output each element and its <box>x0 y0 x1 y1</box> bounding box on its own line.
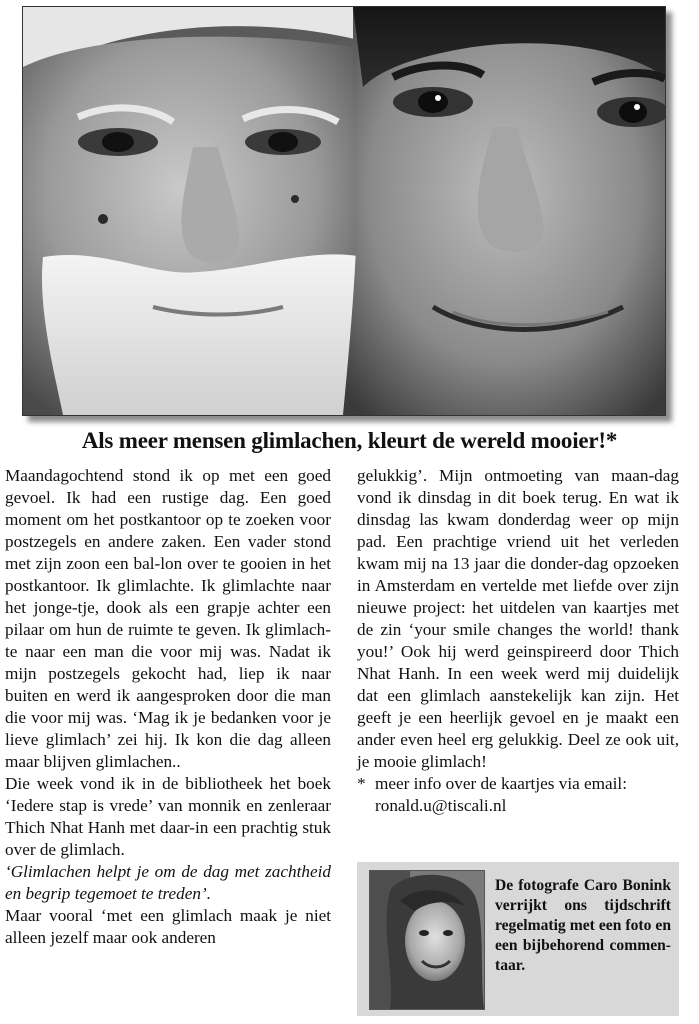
photographer-profile-box <box>357 862 679 1016</box>
article-headline: Als meer mensen glimlachen, kleurt de wereld mooier!* <box>81 428 618 453</box>
footnote-marker: * <box>357 774 366 793</box>
article-column-left <box>5 465 331 949</box>
footnote <box>357 773 679 817</box>
paragraph: Die week vond ik in de bibliotheek het boek ‘Iedere stap is vrede’ van monnik en zenleraar Thich Nhat Hanh met daar-in een prachtig stuk over de glimlach. <box>5 774 331 859</box>
paragraph: Maar vooral ‘met een glimlach maak je niet alleen jezelf maar ook anderen <box>5 906 331 947</box>
footnote-text: meer info over de kaartjes via email: <box>375 774 627 793</box>
photographer-caption: De fotografe Caro Bonink verrijkt ons tijdschrift regelmatig met een foto en een bijbehorend commen-taar. <box>495 877 671 974</box>
portrait-image <box>370 871 484 1009</box>
quote: ‘Glimlachen helpt je om de dag met zachtheid en begrip tegemoet te treden’. <box>5 862 331 903</box>
article-column-right <box>357 465 679 817</box>
paragraph: Maandagochtend stond ik op met een goed gevoel. Ik had een rustige dag. Een goed moment om het postkantoor op te zoeken voor postzegels en andere zaken. Een vader stond met zijn zoon een bal-lon over te gooien in het postkantoor. Ik glimlachte. Ik glimlachte naar het jonge-tje, dook als een grapje achter een pilaar om hun de ruimte te geven. Ik glimlach-te naar een man die voor mij was. Nadat ik mijn postzegels gekocht had, liep ik naar buiten en werd ik aangesproken door die man die voor mij was. ‘Mag ik je bedanken voor je lieve glimlach’ zei hij. Ik kon die dag alleen maar blijven glimlachen.. <box>5 466 331 771</box>
footnote-email: ronald.u@tiscali.nl <box>375 796 507 815</box>
photographer-portrait <box>369 870 485 1010</box>
main-photo-image <box>23 7 665 415</box>
paragraph: gelukkig’. Mijn ontmoeting van maan-dag vond ik dinsdag in dit boek terug. En wat ik dinsdag las kwam donderdag weer op mijn pad. Een prachtige vriend uit het verleden kwam mij na 13 jaar die donder-dag opzoeken in Amsterdam en vertelde met liefde over zijn nieuwe project: het uitdelen van kaartjes met de zin ‘your smile changes the world! thank you!’ Ook hij werd geinspireerd door Thich Nhat Hanh. In een week werd mij duidelijk dat een glimlach aanstekelijk kan zijn. Het geeft je een heerlijk gevoel en je maakt een ander even heel erg gelukkig. Deel ze ook uit, je mooie glimlach! <box>357 466 679 771</box>
main-photo <box>22 6 666 416</box>
